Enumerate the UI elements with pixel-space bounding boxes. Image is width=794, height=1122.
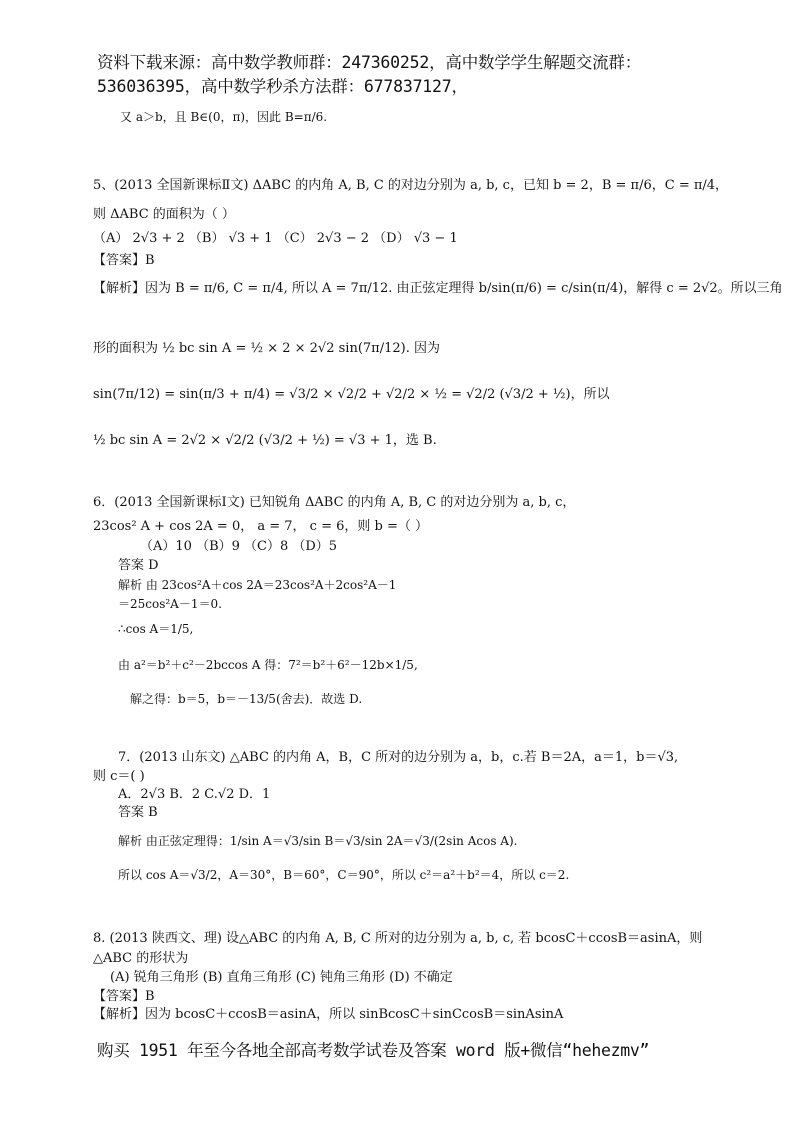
q6-analysis-line-2: ＝25cos²A－1＝0. bbox=[118, 597, 222, 611]
footer-ad-line: 购买 1951 年至今各地全部高考数学试卷及答案 word 版+微信“hehezmv” bbox=[97, 1041, 650, 1060]
q7-stem-line-2: 则 c＝( ) bbox=[93, 769, 145, 784]
q8-stem-line-2: △ABC 的形状为 bbox=[93, 951, 189, 966]
previous-solution-line: 又 a＞b，且 B∈(0，π)，因此 B=π/6. bbox=[120, 110, 328, 124]
header-line-2: 536036395，高中数学秒杀方法群：677837127， bbox=[97, 77, 468, 96]
q6-analysis-line-3: ∴cos A＝1/5, bbox=[118, 622, 194, 636]
q6-stem-line-2: 23cos² A + cos 2A = 0， a = 7， c = 6，则 b =（ ） bbox=[93, 519, 428, 534]
q5-analysis-line-2: 形的面积为 ½ bc sin A = ½ × 2 × 2√2 sin(7π/12). 因为 bbox=[93, 341, 440, 356]
q6-analysis-line-4: 由 a²＝b²＋c²－2bccos A 得：7²＝b²＋6²－12b×1/5, bbox=[118, 658, 418, 672]
q8-options: (A) 锐角三角形 (B) 直角三角形 (C) 钝角三角形 (D) 不确定 bbox=[110, 970, 453, 985]
q5-analysis-line-1: 【解析】因为 B = π/6, C = π/4, 所以 A = 7π/12. 由正弦定理得 b/sin(π/6) = c/sin(π/4)，解得 c = 2√2。所以三角 bbox=[93, 281, 783, 296]
q7-analysis-line-2: 所以 cos A＝√3/2，A＝30°，B＝60°，C＝90°，所以 c²＝a²＋b²＝4，所以 c＝2. bbox=[118, 868, 570, 882]
q6-analysis-line-5: 解之得：b＝5，b＝－13/5(舍去)．故选 D. bbox=[130, 692, 363, 706]
q5-stem-line-2: 则 ΔABC 的面积为（ ） bbox=[93, 207, 235, 222]
q6-analysis-line-1: 解析 由 23cos²A＋cos 2A＝23cos²A＋2cos²A－1 bbox=[118, 578, 397, 592]
q7-answer: 答案 B bbox=[118, 805, 158, 820]
q5-analysis-line-4: ½ bc sin A = 2√2 × √2/2 (√3/2 + ½) = √3 + 1，选 B. bbox=[93, 433, 437, 448]
q6-stem-line-1: 6．(2013 全国新课标Ⅰ文) 已知锐角 ΔABC 的内角 A, B, C 的对边分别为 a, b, c， bbox=[93, 495, 576, 510]
q6-answer: 答案 D bbox=[118, 558, 159, 573]
q7-analysis-line-1: 解析 由正弦定理得：1/sin A＝√3/sin B＝√3/sin 2A＝√3/(2sin Acos A). bbox=[118, 834, 518, 848]
q8-analysis-line-1: 【解析】因为 bcosC＋ccosB＝asinA，所以 sinBcosC＋sinCcosB＝sinAsinA bbox=[93, 1007, 564, 1022]
q5-options: （A） 2√3 + 2 （B） √3 + 1 （C） 2√3 − 2 （D） √3 − 1 bbox=[93, 231, 458, 246]
q7-stem-line-1: 7．(2013 山东文) △ABC 的内角 A，B，C 所对的边分别为 a，b，c.若 B＝2A，a＝1，b＝√3, bbox=[118, 750, 679, 765]
q6-options: （A）10 （B）9 （C）8 （D）5 bbox=[140, 539, 338, 554]
q5-stem-line-1: 5、(2013 全国新课标Ⅱ文) ΔABC 的内角 A, B, C 的对边分别为 a, b, c，已知 b = 2，B = π/6，C = π/4， bbox=[93, 178, 729, 193]
q8-stem-line-1: 8. (2013 陕西文、理) 设△ABC 的内角 A, B, C 所对的边分别为 a, b, c, 若 bcosC＋ccosB＝asinA，则 bbox=[93, 931, 703, 946]
q5-answer: 【答案】B bbox=[93, 253, 155, 268]
q8-answer: 【答案】B bbox=[93, 989, 155, 1004]
header-line-1: 资料下载来源：高中数学教师群：247360252，高中数学学生解题交流群： bbox=[97, 53, 642, 72]
q5-analysis-line-3: sin(7π/12) = sin(π/3 + π/4) = √3/2 × √2/2 + √2/2 × ½ = √2/2 (√3/2 + ½)，所以 bbox=[93, 387, 610, 402]
q7-options: A．2√3 B．2 C.√2 D．1 bbox=[118, 787, 271, 802]
